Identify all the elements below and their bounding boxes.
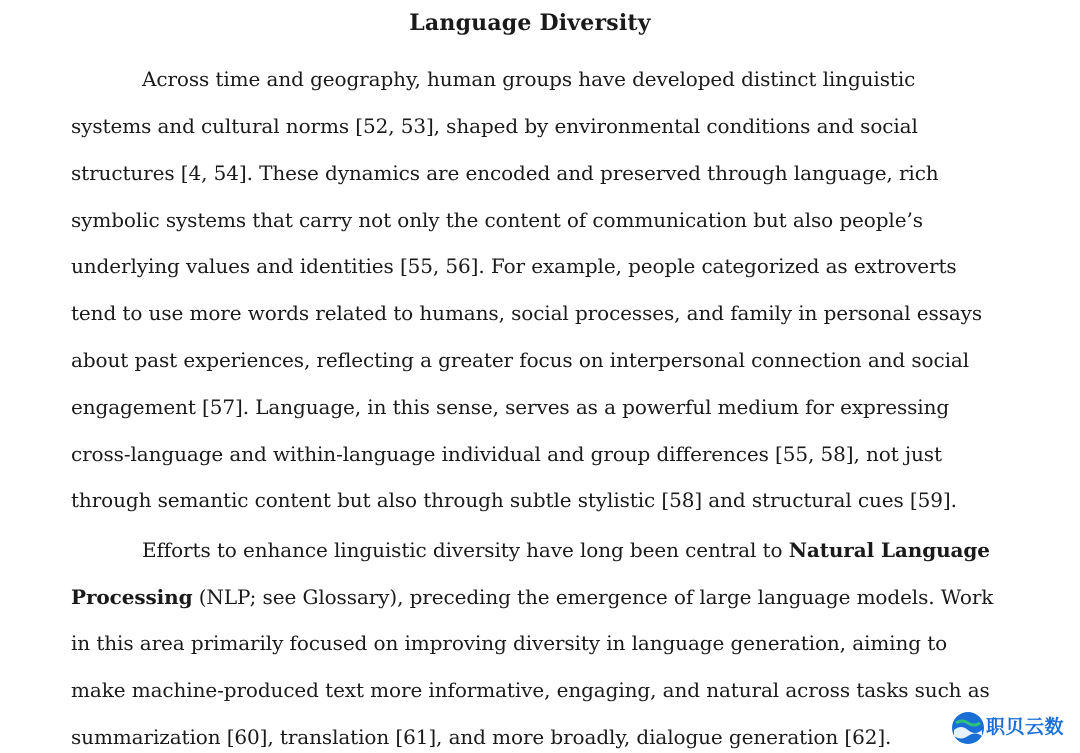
paragraph-line: underlying values and identities [55, 56]. For example, people categorized as extroverts <box>71 254 957 278</box>
section-title: Language Diversity <box>409 10 651 36</box>
paragraph-line: symbolic systems that carry not only the content of communication but also people’s <box>71 208 923 232</box>
paragraph-line: about past experiences, reflecting a greater focus on interpersonal connection and social <box>71 348 970 372</box>
bold-term: Natural Language <box>788 538 990 562</box>
paragraph-line: make machine-produced text more informative, engaging, and natural across tasks such as <box>71 678 990 702</box>
paragraph-line: in this area primarily focused on improving diversity in language generation, aiming to <box>71 631 948 655</box>
paragraph-line: through semantic content but also through subtle stylistic [58] and structural cues [59]. <box>71 488 957 512</box>
wave-globe-icon <box>950 710 986 746</box>
paragraph-line: summarization [60], translation [61], and more broadly, dialogue generation [62]. <box>71 725 892 749</box>
paragraph-line: Across time and geography, human groups have developed distinct linguistic <box>142 67 916 91</box>
watermark <box>950 708 1076 748</box>
paragraph-line: tend to use more words related to humans, social processes, and family in personal essays <box>71 301 983 325</box>
paragraph-line <box>142 535 990 565</box>
bold-term: Processing <box>71 585 193 609</box>
paragraph-line: cross-language and within-language individual and group differences [55, 58], not just <box>71 442 942 466</box>
watermark-text: 职贝云数 <box>986 716 1065 738</box>
paragraph-line <box>71 582 993 612</box>
paragraph-line: engagement [57]. Language, in this sense, serves as a powerful medium for expressing <box>71 395 950 419</box>
paragraph-text: (NLP; see Glossary), preceding the emergence of large language models. Work <box>192 585 994 609</box>
paragraph-line: structures [4, 54]. These dynamics are encoded and preserved through language, rich <box>71 161 939 185</box>
paragraph-text: Efforts to enhance linguistic diversity have long been central to <box>142 538 789 562</box>
paragraph-line: systems and cultural norms [52, 53], shaped by environmental conditions and social <box>71 114 918 138</box>
